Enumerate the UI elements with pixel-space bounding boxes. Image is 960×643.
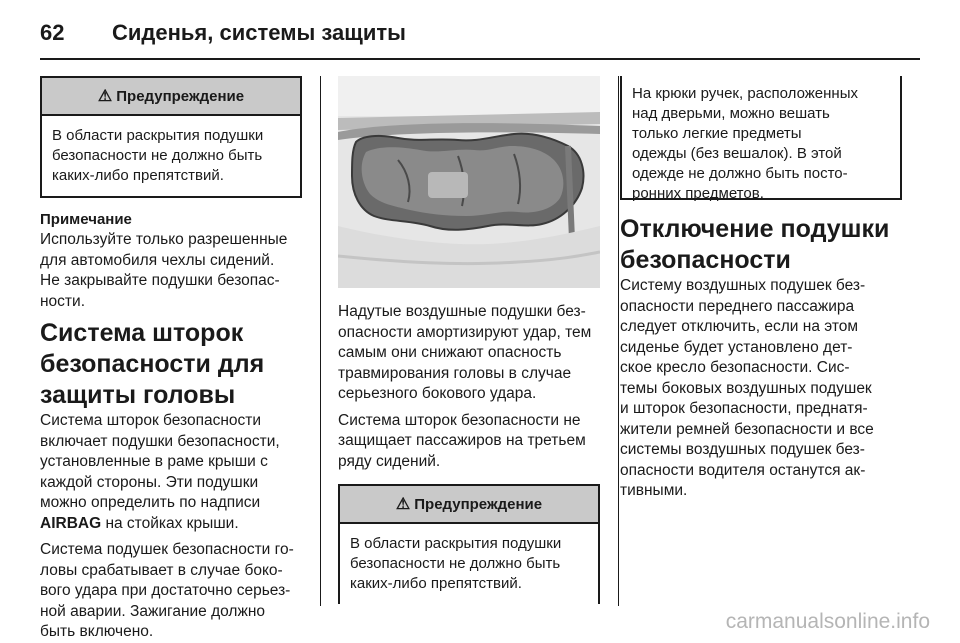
column-divider (618, 76, 619, 606)
note-text (40, 230, 306, 312)
warning-header (340, 486, 598, 524)
text-line: ной аварии. Зажигание должно (40, 602, 265, 620)
text-line: сиденье будет установлено дет- (620, 338, 853, 356)
text-line: установленные в раме крыши с (40, 453, 268, 470)
warning-triangle-icon: ⚠ (395, 496, 411, 513)
text-line: защищает пассажиров на третьем (338, 432, 586, 449)
warning-box (40, 76, 302, 198)
column-3 (620, 214, 904, 502)
text-line: Надутые воздушные подушки без- (338, 303, 586, 320)
text-line: ское кресло безопасности. Сис- (620, 359, 850, 376)
text-line: над дверьми, можно вешать (632, 105, 830, 122)
text-line: вого удара при достаточно серьез- (40, 582, 291, 599)
paragraph (40, 411, 306, 534)
paragraph (40, 540, 306, 643)
paragraph (338, 302, 604, 405)
text-line: безопасности не должно быть (52, 147, 263, 164)
airbag-photo-icon (338, 76, 600, 288)
text-line: быть включено. (40, 623, 154, 640)
text-line: ловы срабатывает в случае боко- (40, 561, 283, 579)
page-header (40, 14, 920, 54)
warning-text (340, 524, 598, 604)
header-divider (40, 58, 920, 60)
heading-line: Система шторок (40, 319, 244, 347)
text-line: каждой стороны. Эти подушки (40, 473, 259, 491)
heading-line: безопасности (620, 246, 791, 274)
text-line: ряду сидений. (338, 452, 441, 470)
text-line: темы боковых воздушных подушек (620, 379, 872, 397)
text-line: самым они снижают опасность (338, 344, 562, 361)
column-2 (338, 76, 604, 604)
text-line: В области раскрытия подушки (350, 535, 562, 552)
text-line: серьезного бокового удара. (338, 385, 537, 402)
paragraph (338, 411, 604, 473)
warning-title: Предупреждение (116, 87, 245, 105)
warning-text (42, 116, 300, 196)
section-heading (620, 214, 904, 276)
text-line: Используйте только разрешенные (40, 231, 288, 248)
warning-box (338, 484, 600, 604)
text-line: Система подушек безопасности го- (40, 541, 294, 558)
column-divider (320, 76, 321, 606)
text-line: одежды (без вешалок). В этой (632, 145, 842, 162)
text-line: только легкие предметы (632, 125, 802, 142)
curtain-airbag-illustration (338, 76, 600, 288)
text-line: жители ремней безопасности и все (620, 420, 874, 438)
text-line: тивными. (620, 482, 688, 499)
text-line: опасности водителя останутся ак- (620, 461, 866, 479)
text-line: опасности амортизируют удар, тем (338, 323, 592, 341)
page-number: 62 (40, 20, 65, 45)
text-line: каких-либо препятствий. (52, 167, 224, 184)
text-line: На крюки ручек, расположенных (632, 85, 858, 102)
text-line: на стойках крыши. (101, 514, 239, 532)
note-label: Примечание (40, 211, 132, 228)
text-line: Систему воздушных подушек без- (620, 277, 866, 294)
text-line: В области раскрытия подушки (52, 127, 264, 144)
heading-line: защиты головы (40, 381, 236, 409)
text-line: следует отключить, если на этом (620, 318, 859, 335)
heading-line: безопасности для (40, 350, 265, 378)
column-1 (40, 76, 306, 643)
text-line: Не закрывайте подушки безопас- (40, 272, 280, 289)
heading-line: Отключение подушки (620, 215, 890, 243)
airbag-label: AIRBAG (40, 514, 102, 532)
warning-triangle-icon: ⚠ (97, 88, 113, 105)
text-line: Система шторок безопасности не (338, 411, 581, 429)
text-line: и шторок безопасности, преднатя- (620, 400, 868, 417)
text-line: травмирования головы в случае (338, 364, 572, 382)
text-line: опасности переднего пассажира (620, 297, 855, 315)
text-line: ронних предметов. (632, 185, 764, 202)
text-line: для автомобиля чехлы сидений. (40, 251, 275, 269)
text-line: ности. (40, 292, 85, 310)
text-line: системы воздушных подушек без- (620, 441, 865, 458)
text-line: можно определить по надписи (40, 494, 261, 511)
text-line: каких-либо препятствий. (350, 575, 522, 592)
text-line: безопасности не должно быть (350, 555, 561, 572)
text-line: включает подушки безопасности, (40, 432, 280, 450)
section-heading (40, 318, 306, 411)
text-line: Система шторок безопасности (40, 412, 262, 429)
paragraph (620, 276, 904, 502)
warning-continuation-box (620, 76, 902, 200)
warning-title: Предупреждение (414, 495, 543, 513)
page-title: Сиденья, системы защиты (112, 20, 406, 45)
text-line: одежде не должно быть посто- (632, 165, 848, 182)
warning-header (42, 78, 300, 116)
watermark: carmanualsonline.info (725, 610, 930, 633)
